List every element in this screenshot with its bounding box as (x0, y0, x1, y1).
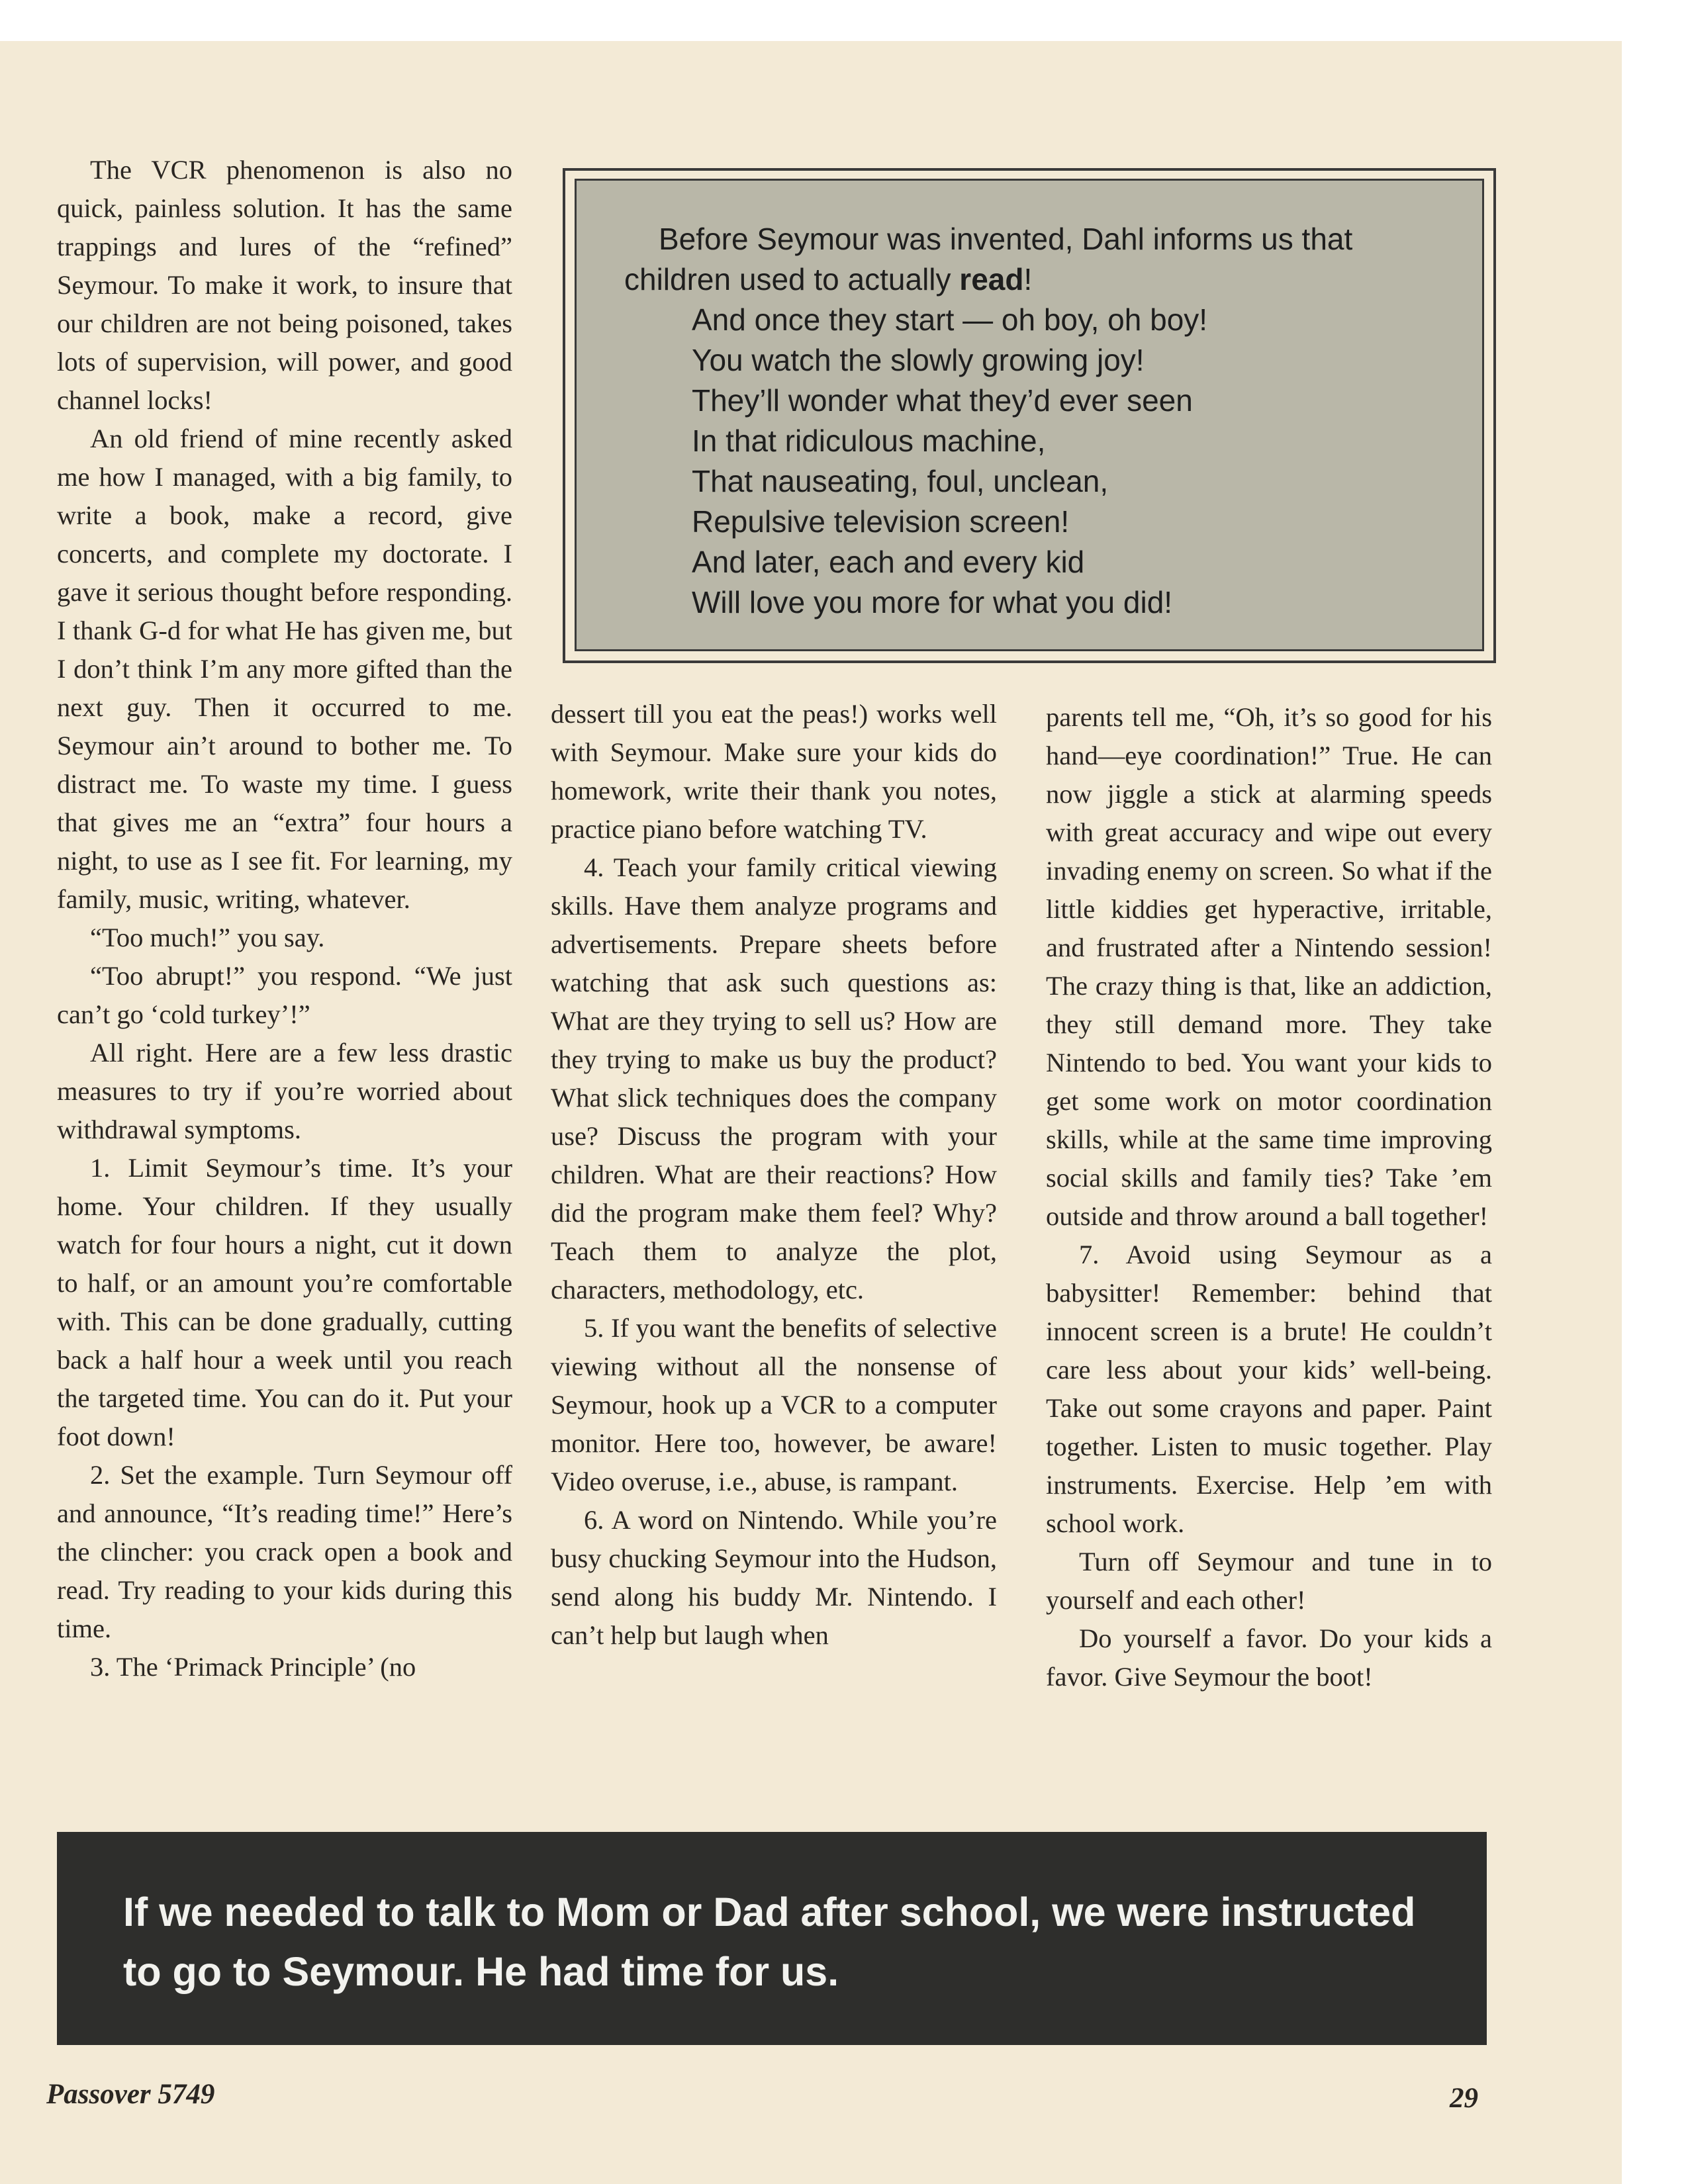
poem-line: And once they start — oh boy, oh boy! (692, 302, 1208, 337)
intro-punctuation: ! (1023, 262, 1033, 296)
callout-banner (57, 1832, 1487, 2045)
paragraph: 7. Avoid using Seymour as a babysitter! Remember: behind that innocent screen is a brute! He couldn’t care less about your kids’ well-being. Take out some crayons and paper. Paint together. Listen to music together. Play instruments. Exercise. Help ’em with school work. (1046, 1240, 1492, 1538)
article-column-1 (57, 151, 512, 1686)
callout-text: If we needed to talk to Mom or Dad after school, we were instructed to go to Seymour. He had time for us. (123, 1889, 1416, 1994)
issue-label: Passover 5749 (46, 2079, 215, 2110)
pull-quote-inner (575, 179, 1484, 651)
paragraph: 3. The ‘Primack Principle’ (no (90, 1652, 416, 1682)
paragraph: 2. Set the example. Turn Seymour off and announce, “It’s reading time!” Here’s the clincher: you crack open a book and read. Try reading to your kids during this time. (57, 1460, 512, 1643)
intro-bold-word: read (959, 262, 1024, 296)
poem-line: And later, each and every kid (692, 545, 1085, 579)
pull-quote-intro (624, 219, 1445, 300)
poem-line: You watch the slowly growing joy! (692, 343, 1145, 377)
paragraph: All right. Here are a few less drastic measures to try if you’re worried about withdrawal symptoms. (57, 1038, 512, 1144)
paragraph: Do yourself a favor. Do your kids a favor. Give Seymour the boot! (1046, 1623, 1492, 1692)
poem-line: Will love you more for what you did! (692, 585, 1173, 619)
paragraph: “Too much!” you say. (90, 923, 325, 952)
poem-line: They’ll wonder what they’d ever seen (692, 383, 1193, 418)
paragraph: parents tell me, “Oh, it’s so good for his hand—eye coordination!” True. He can now jiggle a stick at alarming speeds with great accuracy and wipe out every invading enemy on screen. So what if the little kiddies get hyperactive, irritable, and frustrated after a Nintendo session! The crazy thing is that, like an addiction, they still demand more. They take Nintendo to bed. You want your kids to get some work on motor coordination skills, while at the same time improving social skills and family ties? Take ’em outside and throw around a ball together! (1046, 702, 1492, 1231)
article-column-3 (1046, 698, 1492, 1696)
paragraph: “Too abrupt!” you respond. “We just can’t go ‘cold turkey’!” (57, 961, 512, 1029)
paragraph: 4. Teach your family critical viewing skills. Have them analyze programs and advertisements. Prepare sheets before watching that ask such questions as: What are they trying to sell us? How are they trying to make us buy the product? What slick techniques does the company use? Discuss the program with your children. What are their reactions? How did the program make them feel? Why? Teach them to analyze the plot, characters, methodology, etc. (551, 852, 997, 1304)
paragraph: Turn off Seymour and tune in to yourself and each other! (1046, 1547, 1492, 1615)
paragraph: 6. A word on Nintendo. While you’re busy chucking Seymour into the Hudson, send along his buddy Mr. Nintendo. I can’t help but laugh when (551, 1505, 997, 1650)
pull-quote-text (624, 219, 1445, 623)
paragraph: 5. If you want the benefits of selective viewing without all the nonsense of Seymour, hook up a VCR to a computer monitor. Here too, however, be aware! Video overuse, i.e., abuse, is rampant. (551, 1313, 997, 1496)
intro-text: Before Seymour was invented, Dahl informs us that children used to actually (624, 222, 1353, 296)
poem-line: That nauseating, foul, unclean, (692, 464, 1109, 498)
paragraph: An old friend of mine recently asked me how I managed, with a big family, to write a book, make a record, give concerts, and complete my doctorate. I gave it serious thought before responding. I thank G-d for what He has given me, but I don’t think I’m any more gifted than the next guy. Then it occurred to me. Seymour ain’t around to bother me. To distract me. To waste my time. I guess that gives me an “extra” four hours a night, to use as I see fit. For learning, my family, music, writing, whatever. (57, 424, 512, 914)
article-column-2 (551, 695, 997, 1655)
poem-line: Repulsive television screen! (692, 504, 1070, 539)
page-number: 29 (1450, 2083, 1478, 2114)
paragraph: The VCR phenomenon is also no quick, painless solution. It has the same trappings and lures of the “refined” Seymour. To make it work, to insure that our children are not being poisoned, takes lots of supervision, will power, and good channel locks! (57, 155, 512, 415)
poem-line: In that ridiculous machine, (692, 424, 1046, 458)
pull-quote-box (563, 168, 1496, 663)
paragraph: 1. Limit Seymour’s time. It’s your home. Your children. If they usually watch for four hours a night, cut it down to half, or an amount you’re comfortable with. This can be done gradually, cutting back a half hour a week until you reach the targeted time. You can do it. Put your foot down! (57, 1153, 512, 1451)
paragraph: dessert till you eat the peas!) works well with Seymour. Make sure your kids do homework, write their thank you notes, practice piano before watching TV. (551, 699, 997, 844)
